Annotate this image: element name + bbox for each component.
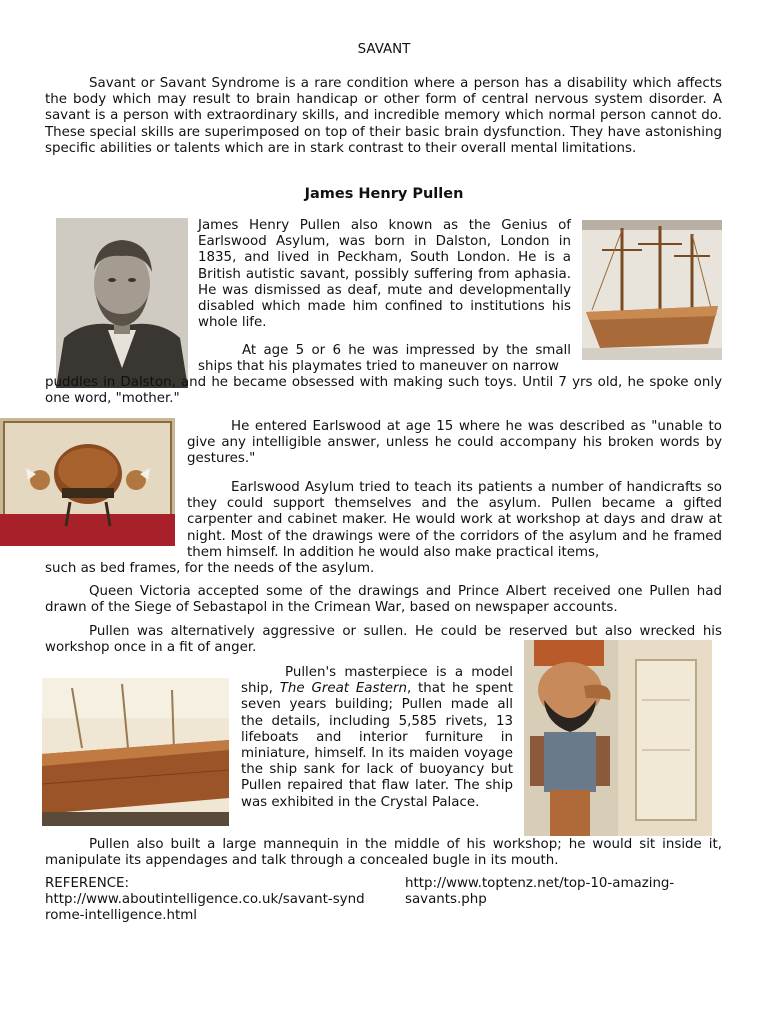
reference-label: REFERENCE: — [45, 876, 130, 891]
mechanical-display-image — [0, 418, 175, 546]
ship-name: The Great Eastern — [279, 681, 407, 697]
paragraph-handicrafts-b: such as bed frames, for the needs of the asylum. — [45, 561, 375, 576]
masterpiece-text-after: , that he spent seven years building; Pullen made all the details, including 5,585 rivets, 13 lifeboats and interior furniture in miniature, himself. In its maiden voyage the ship sank for lack of buoyancy but Pullen repaired that flaw later. The ship was exhibited in the Crystal Palace. — [241, 681, 513, 810]
pullen-portrait-image — [56, 218, 188, 388]
paragraph-earlswood-entry: He entered Earlswood at age 15 where he was described as "unable to give any intelligible answer, unless he could accompany his broken words by gestures." — [187, 419, 722, 467]
paragraph-childhood-a: At age 5 or 6 he was impressed by the small ships that his playmates tried to maneuver on narrow — [198, 343, 571, 375]
paragraph-handicrafts-a: Earlswood Asylum tried to teach its patients a number of handicrafts so they could support themselves and the asylum. Pullen became a gifted carpenter and cabinet maker. He would work at workshop at days and draw at night. Most of the drawings were of the corridors of the asylum and he framed them himself. In addition he would also make practical items, — [187, 480, 722, 560]
page-title: SAVANT — [357, 42, 411, 57]
reference-link-2[interactable]: http://www.toptenz.net/top-10-amazing-savants.php — [405, 876, 675, 907]
paragraph-temperament: Pullen was alternatively aggressive or sullen. He could be reserved but also wrecked his workshop once in a fit of anger. — [45, 624, 722, 656]
references-block — [45, 876, 365, 924]
paragraph-birth: James Henry Pullen also known as the Genius of Earlswood Asylum, was born in Dalston, London in 1835, and lived in Peckham, South London. He is a British autistic savant, possibly suffering from aphasia. He was dismissed as deaf, mute and developmentally disabled which made him confined to institutions his whole life. — [198, 218, 571, 331]
ship-model-image — [582, 220, 722, 360]
section-heading: James Henry Pullen — [304, 186, 464, 202]
reference-link-1[interactable]: http://www.aboutintelligence.co.uk/savant-syndrome-intelligence.html — [45, 892, 365, 923]
reference-link-2-block — [405, 876, 705, 908]
paragraph-queen-victoria: Queen Victoria accepted some of the drawings and Prince Albert received one Pullen had drawn of the Siege of Sebastapol in the Crimean War, based on newspaper accounts. — [45, 584, 722, 616]
great-eastern-model-image — [42, 678, 229, 826]
masterpiece-text-before: Pullen's masterpiece is a model ship, — [241, 665, 513, 697]
paragraph-childhood-b: puddles in Dalston, and he became obsessed with making such toys. Until 7 yrs old, he spoke only one word, "mother." — [45, 375, 722, 407]
paragraph-mannequin: Pullen also built a large mannequin in the middle of his workshop; he would sit inside it, manipulate its appendages and talk through a concealed bugle in its mouth. — [45, 837, 722, 869]
mannequin-image — [524, 640, 712, 836]
intro-paragraph: Savant or Savant Syndrome is a rare condition where a person has a disability which affects the body which may result to brain handicap or other form of central nervous system disorder. A savant is a person with extraordinary skills, and incredible memory which normal person cannot do. These special skills are superimposed on top of their basic brain dysfunction. They have astonishing specific abilities or talents which are in stark contrast to their overall mental limitations. — [45, 76, 722, 156]
paragraph-masterpiece — [241, 665, 513, 811]
